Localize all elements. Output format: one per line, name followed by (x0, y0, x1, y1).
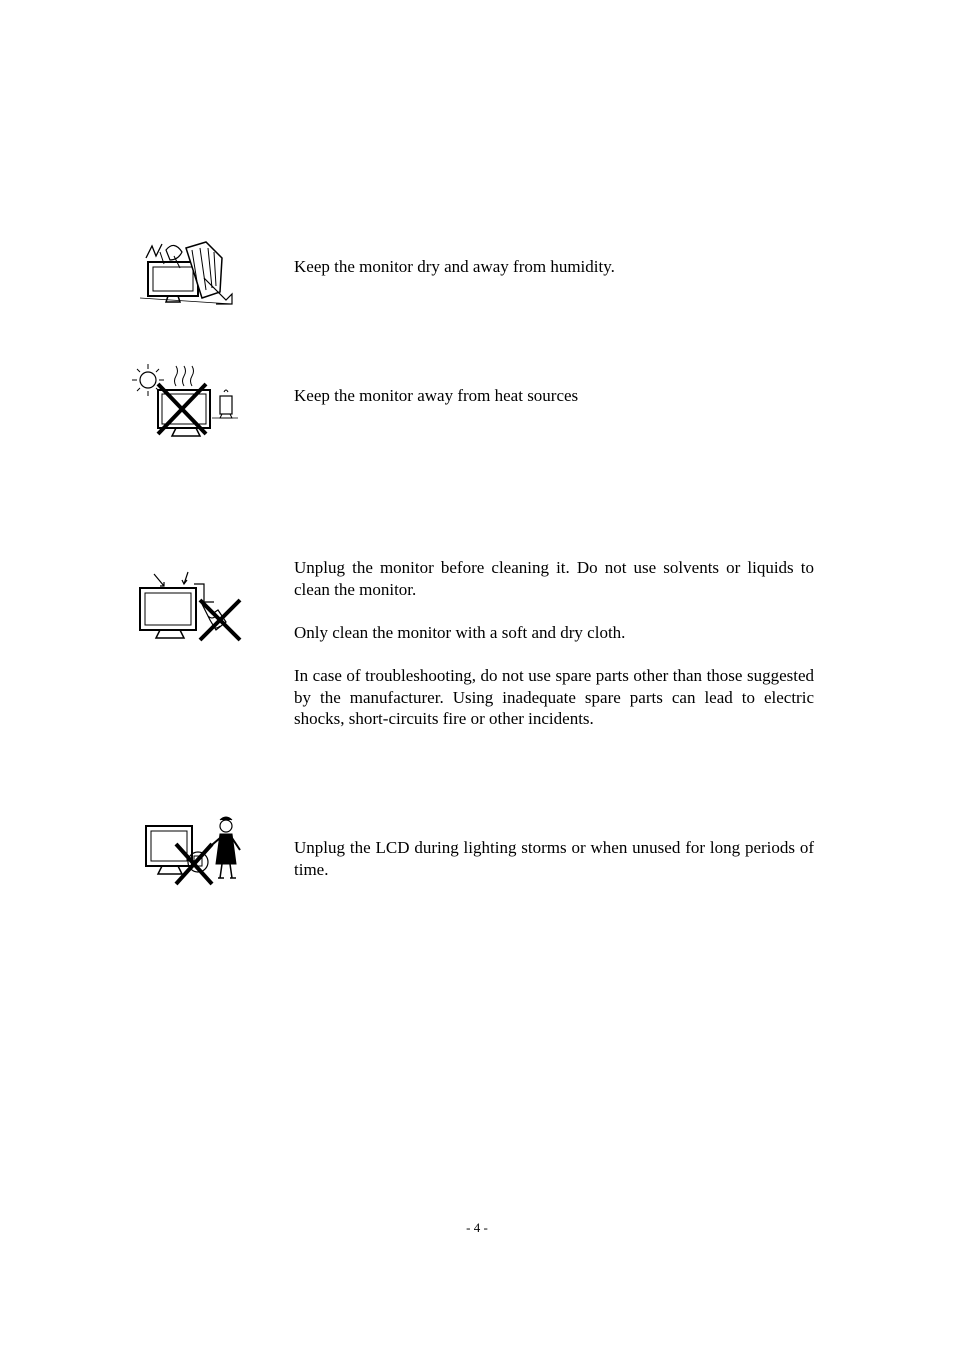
section-storm-text (294, 837, 814, 880)
humidity-warning-icon (136, 238, 236, 310)
heat-warning-icon (128, 362, 240, 440)
cleaning-warning-icon (136, 570, 244, 642)
paragraph: Keep the monitor away from heat sources (294, 386, 579, 405)
paragraph: Keep the monitor dry and away from humidity. (294, 257, 615, 276)
paragraph: In case of troubleshooting, do not use spare parts other than those suggested by the manufacturer. Using inadequate spare parts can lead to electric shocks, short-circuits fire or other incidents. (294, 665, 814, 729)
storm-unplug-icon (140, 814, 246, 888)
paragraph: Only clean the monitor with a soft and dry cloth. (294, 622, 626, 642)
page-number: - 4 - (466, 1220, 488, 1235)
section-humidity-text (294, 256, 814, 278)
section-heat-text (294, 385, 814, 407)
section-cleaning-text (294, 557, 814, 730)
paragraph: Unplug the monitor before cleaning it. Do not use solvents or liquids to clean the monitor. (294, 558, 814, 599)
paragraph: Unplug the LCD during lighting storms or when unused for long periods of time. (294, 838, 814, 879)
